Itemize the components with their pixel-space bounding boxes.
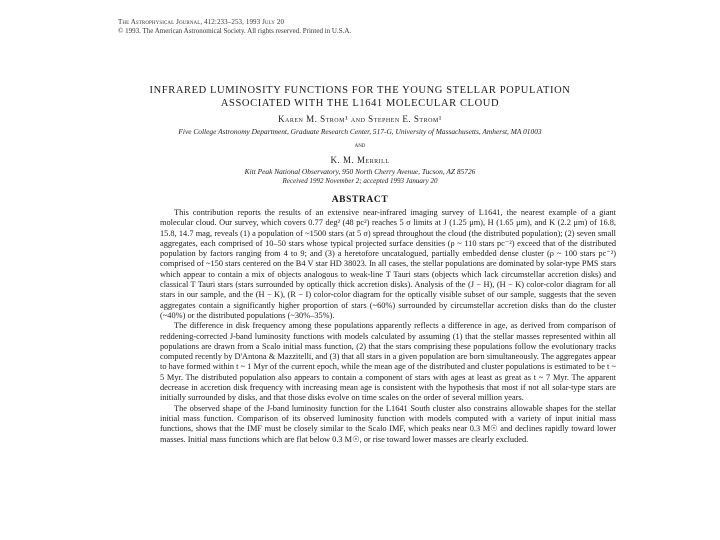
journal-header: [118, 18, 351, 36]
title-line-1: INFRARED LUMINOSITY FUNCTIONS FOR THE YOUNG STELLAR POPULATION: [149, 85, 571, 96]
abstract-paragraph-1: This contribution reports the results of an extensive near-infrared imaging survey of L1641, the nearest example of a giant molecular cloud. Our survey, which covers 0.77 deg² (48 pc²) reaches 5 σ limits at J (1.25 μm), H (1.65 μm), and K (2.2 μm) of 16.8, 15.8, 14.7 mag, reveals (1) a population of ~1500 stars (at 5 σ) spread throughout the cloud (the distributed population); (2) seven small aggregates, each comprised of 10–50 stars whose typical projected surface densities (ρ ~ 110 stars pc⁻²) exceed that of the distributed population by factors ranging from 4 to 9; and (3) a heretofore uncatalogued, partially embedded dense cluster (ρ ~ 100 stars pc⁻²) comprised of ~150 stars centered on the B4 V star HD 38023. In all cases, the stellar populations are dominated by solar-type PMS stars which appear to contain a mix of objects analogous to weak-line T Tauri stars (objects which lack circumstellar accretion disks) and classical T Tauri stars (stars surrounded by optically thick accretion disks). Analysis of the (J − H), (H − K) color-color diagram for all stars in our sample, and the (H − K), (R − I) color-color diagram for the optically visible subset of our sample, suggests that the seven aggregates contain a significantly higher proportion of stars (~60%) surrounded by circumstellar accretion disks than do the cluster (~40%) or the distributed populations (~30%–35%).: [160, 208, 616, 320]
abstract-body: [160, 208, 616, 445]
copyright-line: © 1993. The American Astronomical Society. All rights reserved. Printed in U.S.A.: [118, 27, 352, 35]
author-conjunction: and: [354, 141, 366, 149]
affiliation-1: Five College Astronomy Department, Graduate Research Center, 517-G, University of Massachusetts, Amherst, MA 01003: [178, 127, 542, 136]
abstract-paragraph-2: The difference in disk frequency among these populations apparently reflects a difference in age, as derived from comparison of reddening-corrected J-band luminosity functions with models calculated by assuming (1) that the stellar masses represented within all populations are drawn from a Scalo initial mass function, (2) that the stars comprising these populations follow the evolutionary tracks computed recently by D'Antona & Mazzitelli, and (3) that all stars in a given population are born simultaneously. The aggregates appear to have formed within t ~ 1 Myr of the current epoch, while the mean age of the distributed and cluster populations is estimated to be t ~ 5 Myr. The distributed population also appears to contain a component of stars with ages at least as great as t ~ 7 Myr. The apparent decrease in accretion disk frequency with increasing mean age is consistent with the hypothesis that most if not all solar-type stars are initially surrounded by disks, and that those disks evolve on time scales on the order of several million years.: [160, 321, 616, 403]
title-line-2: ASSOCIATED WITH THE L1641 MOLECULAR CLOUD: [220, 98, 500, 109]
paper-title: [100, 84, 620, 110]
journal-citation: The Astrophysical Journal, 412:233–253, 1993 July 20: [118, 18, 285, 26]
abstract-paragraph-3: The observed shape of the J-band luminosity function for the L1641 South cluster also constrains allowable shapes for the stellar initial mass function. Comparison of its observed luminosity function with models computed with a variety of input initial mass functions, shows that the IMF must be closely similar to the Scalo IMF, which peaks near 0.3 M☉ and declines rapidly toward lower masses. Initial mass functions which are flat below 0.3 M☉, or rise toward lower masses are clearly excluded.: [160, 403, 616, 444]
received-dates: Received 1992 November 2; accepted 1993 January 20: [282, 177, 438, 185]
author-line-2: K. M. Merrill: [330, 155, 390, 165]
author-line-1: Karen M. Strom¹ and Stephen E. Strom¹: [278, 114, 442, 124]
abstract-heading: ABSTRACT: [331, 195, 389, 205]
affiliation-2: Kitt Peak National Observatory, 950 North Cherry Avenue, Tucson, AZ 85726: [244, 167, 476, 176]
